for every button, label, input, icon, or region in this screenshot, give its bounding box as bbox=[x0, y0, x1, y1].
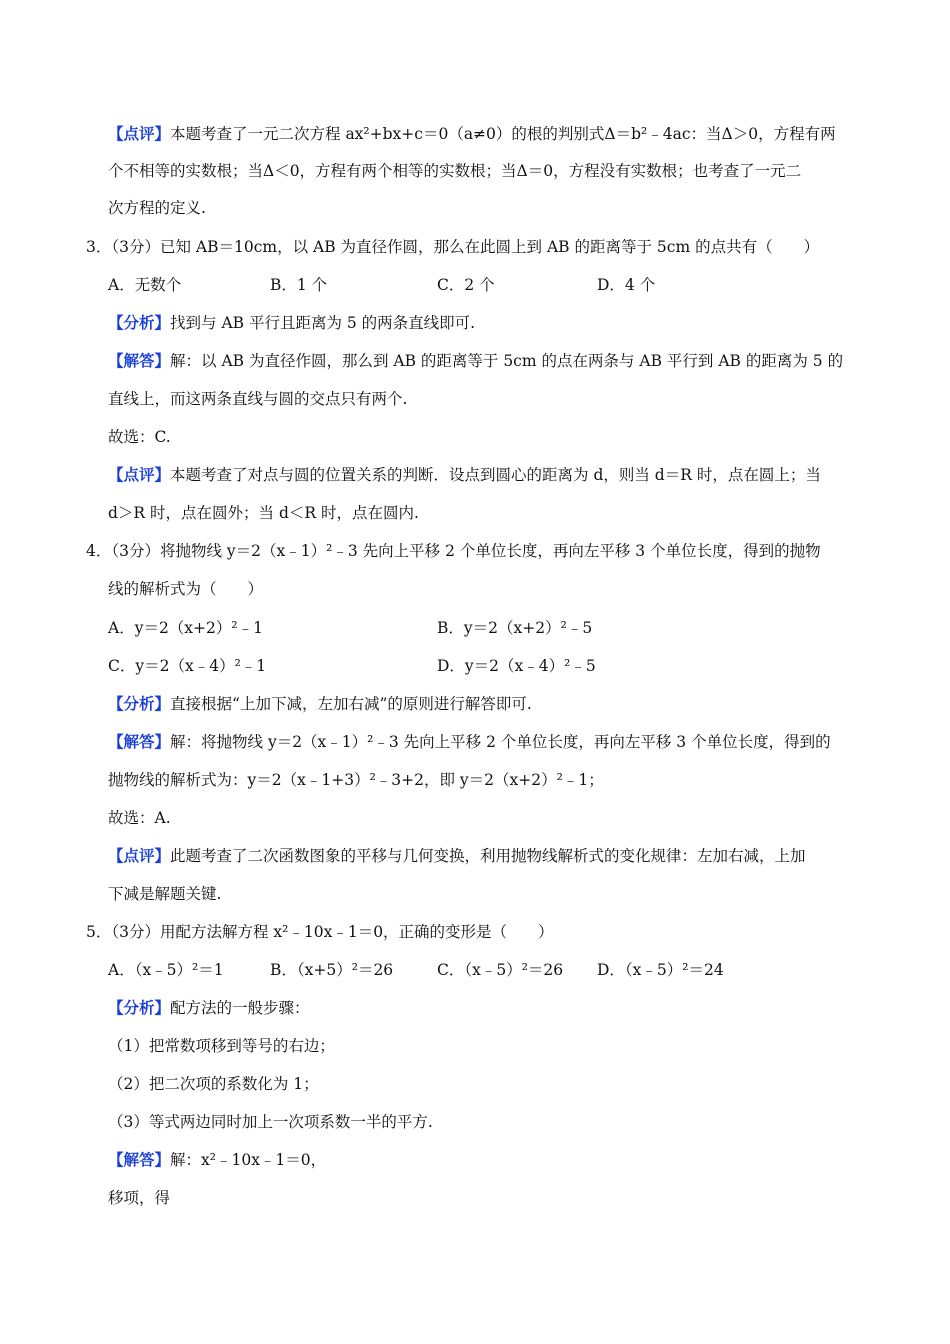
analysis-tag: 【分析】 bbox=[108, 313, 171, 332]
question-5-stem: 5．（3分）用配方法解方程 x²﹣10x﹣1＝0，正确的变形是（ ） bbox=[86, 923, 554, 941]
question-3-review-line-1: 【点评】本题考查了对点与圆的位置关系的判断．设点到圆心的距离为 d，则当 d＝R 时，点在圆上；当 bbox=[108, 465, 821, 484]
question-4-answer-line-1: 【解答】解：将抛物线 y＝2（x﹣1）²﹣3 先向上平移 2 个单位长度，再向左平移 3 个单位长度，得到的 bbox=[108, 732, 831, 751]
question-5-step-2: （2）把二次项的系数化为 1； bbox=[108, 1075, 319, 1093]
question-3-answer-line-2: 直线上，而这两条直线与圆的交点只有两个. bbox=[108, 390, 408, 408]
option-c: C．y＝2（x﹣4）²﹣1 bbox=[108, 657, 267, 675]
option-b: B．（x+5）²＝26 bbox=[270, 961, 394, 979]
question-4-choice: 故选：A. bbox=[108, 809, 171, 827]
option-d: D．（x﹣5）²＝24 bbox=[597, 961, 724, 979]
answer-tag: 【解答】 bbox=[108, 351, 171, 370]
question-4-review-line-1: 【点评】此题考查了二次函数图象的平移与几何变换，利用抛物线解析式的变化规律：左加右减，上加 bbox=[108, 846, 806, 865]
question-4-stem-line-2: 线的解析式为（ ） bbox=[108, 580, 264, 598]
q2-review-line-2: 个不相等的实数根；当Δ＜0，方程有两个相等的实数根；当Δ＝0，方程没有实数根；也考查了一元二 bbox=[108, 162, 802, 180]
option-a: A．y＝2（x+2）²﹣1 bbox=[108, 619, 263, 637]
option-a: A．无数个 bbox=[108, 276, 182, 294]
question-3-choice: 故选：C. bbox=[108, 428, 171, 446]
question-4-stem-line-1: 4．（3分）将抛物线 y＝2（x﹣1）²﹣3 先向上平移 2 个单位长度，再向左平移 3 个单位长度，得到的抛物 bbox=[86, 542, 821, 560]
question-3-answer-line-1: 【解答】解：以 AB 为直径作圆，那么到 AB 的距离等于 5cm 的点在两条与 AB 平行到 AB 的距离为 5 的 bbox=[108, 351, 844, 370]
question-4-answer-line-2: 抛物线的解析式为：y＝2（x﹣1+3）²﹣3+2，即 y＝2（x+2）²﹣1； bbox=[108, 771, 604, 789]
option-c: C．（x﹣5）²＝26 bbox=[437, 961, 564, 979]
question-3-stem: 3．（3分）已知 AB＝10cm，以 AB 为直径作圆，那么在此圆上到 AB 的距离等于 5cm 的点共有（ ） bbox=[86, 238, 820, 256]
question-5-answer: 【解答】解：x²﹣10x﹣1＝0， bbox=[108, 1150, 327, 1169]
question-number: 4． bbox=[86, 542, 112, 560]
review-tag: 【点评】 bbox=[108, 846, 171, 865]
q2-review-line-3: 次方程的定义. bbox=[108, 199, 206, 217]
question-4-analysis: 【分析】直接根据“上加下减，左加右减”的原则进行解答即可. bbox=[108, 694, 532, 713]
option-d: D．y＝2（x﹣4）²﹣5 bbox=[437, 657, 596, 675]
question-3-review-line-2: d＞R 时，点在圆外；当 d＜R 时，点在圆内. bbox=[108, 504, 419, 522]
review-tag: 【点评】 bbox=[108, 124, 171, 143]
option-c: C．2 个 bbox=[437, 276, 495, 294]
q2-review-line-1: 【点评】本题考查了一元二次方程 ax²+bx+c＝0（a≠0）的根的判别式Δ＝b²﹣4ac：当Δ＞0，方程有两 bbox=[108, 124, 836, 143]
analysis-tag: 【分析】 bbox=[108, 694, 171, 713]
question-number: 3． bbox=[86, 238, 112, 256]
option-d: D．4 个 bbox=[597, 276, 656, 294]
question-5-step-1: （1）把常数项移到等号的右边； bbox=[108, 1037, 335, 1055]
review-tag: 【点评】 bbox=[108, 465, 171, 484]
question-number: 5． bbox=[86, 923, 112, 941]
option-b: B．1 个 bbox=[270, 276, 328, 294]
answer-tag: 【解答】 bbox=[108, 732, 171, 751]
question-5-step-3: （3）等式两边同时加上一次项系数一半的平方. bbox=[108, 1113, 433, 1131]
analysis-tag: 【分析】 bbox=[108, 998, 171, 1017]
option-a: A．（x﹣5）²＝1 bbox=[108, 961, 224, 979]
question-4-review-line-2: 下减是解题关键. bbox=[108, 885, 222, 903]
option-b: B．y＝2（x+2）²﹣5 bbox=[437, 619, 593, 637]
question-5-analysis: 【分析】配方法的一般步骤： bbox=[108, 998, 310, 1017]
question-3-analysis: 【分析】找到与 AB 平行且距离为 5 的两条直线即可. bbox=[108, 313, 476, 332]
question-5-move-step: 移项，得 bbox=[108, 1189, 171, 1207]
answer-tag: 【解答】 bbox=[108, 1150, 171, 1169]
